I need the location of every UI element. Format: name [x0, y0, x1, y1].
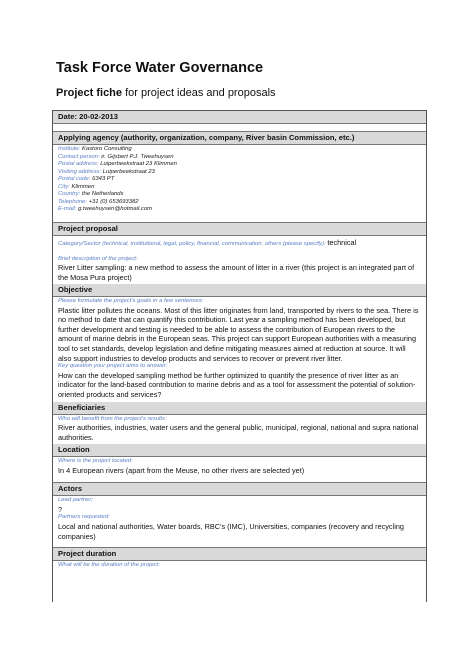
key-question-text: How can the developed sampling method be further optimized to quantify the presence of river litter as an indicator for the land-based contribution to marine debris and as a tool for assessment the potential of solution-oriented products and services?	[58, 370, 416, 399]
applying-agency-fields	[53, 145, 426, 216]
project-proposal-header: Project proposal	[53, 223, 426, 236]
date-header: Date: 20-02-2013	[53, 111, 426, 124]
field-contact-person: Contact person: ir. Gijsbert P.J. Tweehuysen	[58, 153, 174, 160]
document-title: Task Force Water Governance	[56, 60, 264, 76]
subtitle-rest: for project ideas and proposals	[122, 87, 276, 99]
brief-description-text: River Litter sampling: a new method to assess the amount of litter in a river (this project is an integrated part of the Mosa Pura project)	[58, 263, 415, 282]
category-prompt: Category/Sector (technical, institutional, legal, policy, financial, communication, others (please specify): technical	[58, 237, 357, 247]
project-fiche-form	[52, 110, 427, 602]
field-email: E-mail: g.tweehuysen@hotmail.com	[58, 206, 153, 212]
applying-agency-header: Applying agency (authority, organization, company, River basin Commission, etc.)	[53, 132, 426, 145]
lead-partner-value: ?	[58, 504, 63, 514]
section-gap	[53, 124, 426, 132]
brief-description-prompt: Brief description of the project:	[58, 255, 138, 262]
field-telephone: Telephone: +31 (0) 653693382	[58, 198, 139, 205]
actors-header: Actors	[53, 482, 426, 496]
beneficiaries-body	[53, 415, 426, 445]
location-text: In 4 European rivers (apart from the Meuse, no other rivers are selected yet)	[58, 465, 305, 475]
beneficiaries-prompt: Who will benefit from the project’s results:	[58, 415, 167, 422]
beneficiaries-header: Beneficiaries	[53, 402, 426, 415]
project-duration-header: Project duration	[53, 547, 426, 561]
field-institute: Institute: Kastoro Consulting	[58, 146, 132, 152]
goals-text: Plastic litter pollutes the oceans. Most of this litter originates from land, transported by rivers to the sea. There is no method to date that can quantify this contribution. Last year a sampling method has been developed, but further development and testing is needed to be able to assess the contribution of European rivers to the amount of marine debris in the European seas. This project can support European authorities with a measuring tool to set standards, develop legislation and define mitigating measures aimed at reduction at source. It will also support industries to develop products and services to recover or prevent river litter.	[58, 305, 419, 363]
field-postal-code: Postal code: 6343 PT	[58, 176, 115, 182]
objective-body	[53, 297, 426, 401]
lead-partner-prompt: Lead partner;	[58, 497, 94, 504]
field-city: City: Klimmen	[58, 183, 95, 190]
actors-body	[53, 496, 426, 547]
subtitle-bold: Project fiche	[56, 87, 123, 99]
objective-header: Objective	[53, 284, 426, 297]
partners-requested-text: Local and national authorities, Water boards, RBC’s (IMC), Universities, companies (recovery and recycling companies)	[58, 521, 404, 541]
location-header: Location	[53, 444, 426, 457]
location-body	[53, 457, 426, 482]
category-value: technical	[327, 237, 357, 247]
field-postal-address: Postal address: Luiperbeekstraat 23 Klimmen	[58, 161, 177, 167]
duration-prompt: What will be the duration of the project:	[58, 562, 160, 569]
field-visiting-address: Visiting address: Luiperbeekstraat 23	[58, 168, 155, 175]
document-subtitle	[56, 87, 276, 99]
goals-prompt: Please formulate the project’s goals in a few sentences:	[58, 298, 204, 305]
project-duration-body	[53, 561, 426, 602]
section-gap	[53, 216, 426, 223]
field-country: Country: the Netherlands	[58, 191, 124, 197]
partners-requested-prompt: Partners requested:	[58, 514, 110, 521]
location-prompt: Where is the project located:	[58, 458, 133, 465]
project-proposal-body	[53, 236, 426, 285]
beneficiaries-text: River authorities, industries, water users and the general public, municipal, regional, national and supra national authorities.	[58, 423, 419, 442]
key-question-prompt: Key question your project aims to answer:	[58, 363, 168, 370]
